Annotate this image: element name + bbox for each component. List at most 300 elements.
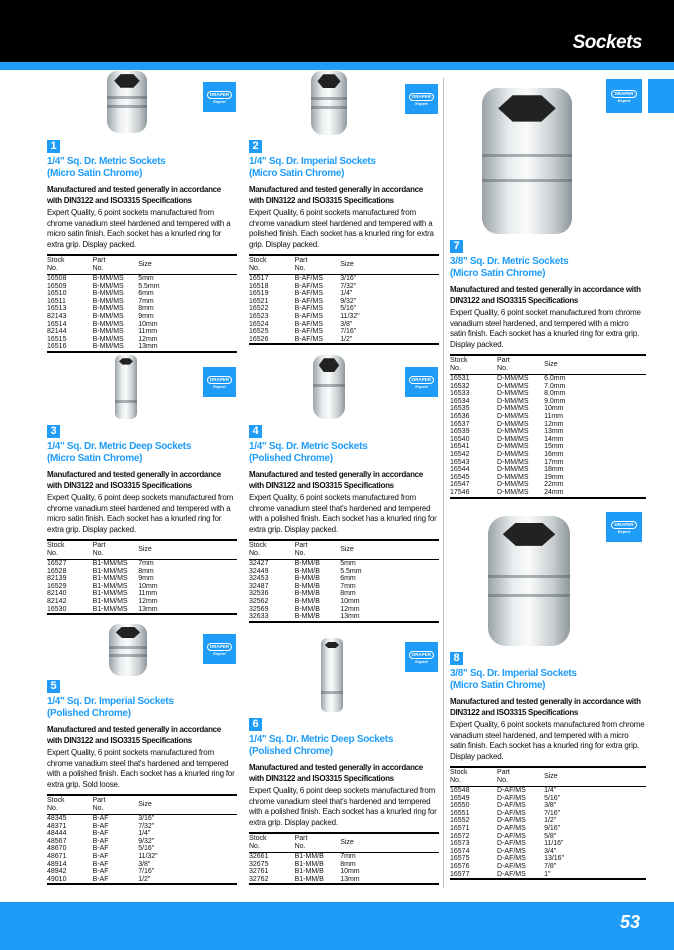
stock-no: 16527: [47, 560, 67, 567]
size: 10mm: [138, 582, 158, 590]
size: 3/16": [340, 275, 357, 282]
part-no: B-MM/MS: [92, 282, 124, 290]
col-part-no: Part No.: [295, 255, 341, 275]
table-row: [249, 868, 439, 876]
stock-no: 16534: [450, 397, 470, 405]
table-row: [450, 375, 646, 383]
part-no: B-MM/B: [294, 582, 320, 590]
table-row: [47, 336, 237, 344]
part-no: D-AF/MS: [497, 840, 526, 848]
stock-no: 16521: [249, 297, 269, 305]
socket-image: [107, 71, 147, 133]
table-row: [249, 598, 439, 606]
size: 7mm: [340, 582, 356, 590]
stock-no: 82139: [47, 575, 67, 583]
part-no: B1-MM/MS: [92, 582, 128, 590]
size: 5/16": [340, 305, 357, 313]
size: 14mm: [544, 435, 564, 443]
col-part-no: Part No.: [93, 795, 139, 815]
stock-no: 16548: [450, 787, 470, 794]
col-size: Size: [340, 540, 439, 560]
socket-image: [109, 624, 147, 676]
size: 5.5mm: [340, 567, 362, 575]
size: 17mm: [544, 458, 564, 466]
part-no: B-MM/B: [294, 613, 320, 621]
part-no: B-MM/MS: [92, 328, 124, 336]
size: 1/4": [340, 290, 353, 298]
product-5: [47, 610, 237, 885]
table-row: [249, 321, 439, 329]
stock-no: 48371: [47, 822, 67, 830]
stock-no: 48670: [47, 845, 67, 853]
part-no: B-AF: [92, 868, 109, 876]
table-row: [450, 474, 646, 482]
part-no: B1-MM/MS: [92, 560, 128, 567]
table-row: [450, 383, 646, 391]
stock-no: 16544: [450, 466, 470, 474]
product-number-badge: 2: [249, 140, 262, 153]
table-row: [450, 481, 646, 489]
stock-no: 16551: [450, 809, 470, 817]
product-number-badge: 3: [47, 425, 60, 438]
size: 12mm: [138, 335, 158, 343]
table-header-row: [47, 795, 237, 815]
table-row: [450, 833, 646, 841]
size: 9/16": [544, 824, 561, 832]
size: 1/2": [138, 875, 151, 883]
stock-no: 48914: [47, 860, 67, 868]
product-description: Expert Quality, 6 point deep sockets manufactured from chrome vanadium steel that's hardened and tempered with a polished finish. Each socket has a knurled ring for extra grip. Display packed.: [249, 786, 437, 827]
table-row: [249, 613, 439, 622]
table-row: [450, 398, 646, 406]
stock-no: 16576: [450, 862, 470, 870]
part-no: D-AF/MS: [497, 870, 526, 878]
draper-expert-logo: DRAPER Expert: [405, 367, 438, 397]
stock-no: 32661: [249, 853, 269, 860]
stock-no: 48444: [47, 830, 67, 838]
table-row: [450, 817, 646, 825]
part-no: B-AF: [92, 830, 109, 838]
col-size: Size: [138, 795, 237, 815]
size: 1": [544, 870, 551, 878]
table-row: [249, 853, 439, 861]
part-no: B-AF/MS: [294, 297, 323, 305]
size: 7mm: [138, 560, 154, 567]
product-6: [249, 640, 439, 885]
product-spec: Manufactured and tested generally in accordance with DIN3122 and ISO3315 Specifications: [249, 185, 423, 205]
part-no: B-MM/B: [294, 560, 320, 567]
table-row: [249, 568, 439, 576]
size: 7/16": [340, 328, 357, 336]
table-row: [47, 568, 237, 576]
col-size: Size: [544, 355, 646, 375]
stock-no: 16515: [47, 335, 67, 343]
size: 8.0mm: [544, 390, 566, 398]
product-title: 1/4" Sq. Dr. Imperial Sockets (Polished Chrome): [47, 696, 174, 719]
stock-no: 17546: [450, 488, 470, 496]
table-row: [249, 305, 439, 313]
stock-no: 16511: [47, 297, 66, 305]
stock-no: 32453: [249, 575, 269, 583]
size: 7/32": [340, 282, 357, 290]
socket-image: [488, 516, 570, 646]
stock-no: 16525: [249, 328, 269, 336]
table-row: [249, 861, 439, 869]
draper-expert-logo: DRAPER Expert: [203, 367, 236, 397]
size: 13mm: [138, 343, 158, 351]
draper-expert-logo: DRAPER Expert: [405, 642, 438, 672]
column-divider: [443, 78, 444, 888]
table-row: [450, 451, 646, 459]
product-8: [450, 512, 646, 880]
part-no: B-MM/B: [294, 590, 320, 598]
table-header-row: [47, 540, 237, 560]
product-spec: Manufactured and tested generally in accordance with DIN3122 and ISO3315 Specifications: [450, 697, 641, 717]
size: 10mm: [340, 597, 360, 605]
stock-no: 16543: [450, 458, 470, 466]
table-row: [450, 405, 646, 413]
stock-no: 16532: [450, 382, 470, 390]
table-row: [450, 428, 646, 436]
table-row: [249, 583, 439, 591]
stock-no: 16519: [249, 290, 269, 298]
header-bar: [0, 0, 674, 62]
part-no: D-MM/MS: [497, 397, 529, 405]
stock-no: 32569: [249, 605, 269, 613]
part-no: B-MM/MS: [92, 305, 124, 313]
part-no: B-MM/MS: [92, 275, 124, 282]
part-no: B-MM/MS: [92, 312, 124, 320]
col-stock-no: Stock No.: [249, 255, 295, 275]
table-row: [450, 795, 646, 803]
col-stock-no: Stock No.: [47, 255, 93, 275]
page-title: Sockets: [572, 32, 642, 53]
product-title: 1/4" Sq. Dr. Metric Deep Sockets (Micro Satin Chrome): [47, 441, 192, 464]
stock-no: 48671: [47, 852, 67, 860]
stock-no: 16574: [450, 847, 470, 855]
stock-no: 16513: [47, 305, 67, 313]
stock-table: [47, 794, 237, 885]
product-description: Expert Quality, 6 point sockets manufactured from chrome vanadium steel that's hardened and tempered with a polished finish. Each socket has a knurled ring for extra grip. Sold loose.: [47, 748, 235, 789]
size: 3/4": [544, 847, 557, 855]
socket-image: [482, 88, 572, 234]
size: 18mm: [544, 466, 564, 474]
draper-expert-logo: DRAPER Expert: [203, 82, 236, 112]
product-image: [249, 70, 439, 136]
part-no: B-AF: [92, 845, 109, 853]
size: 9/32": [138, 837, 155, 845]
part-no: D-AF/MS: [497, 802, 526, 810]
product-image: [249, 640, 439, 714]
table-row: [47, 290, 237, 298]
table-row: [450, 863, 646, 871]
stock-no: 16510: [47, 290, 67, 298]
part-no: B-MM/B: [294, 567, 320, 575]
table-row: [47, 868, 237, 876]
size: 10mm: [340, 868, 360, 876]
product-image: [47, 70, 237, 136]
size: 5.5mm: [138, 282, 160, 290]
product-title: 1/4" Sq. Dr. Metric Deep Sockets (Polished Chrome): [249, 734, 394, 757]
table-row: [47, 598, 237, 606]
size: 13mm: [340, 875, 360, 883]
part-no: B1-MM/B: [294, 860, 324, 868]
table-row: [249, 290, 439, 298]
size: 5/16": [544, 794, 561, 802]
col-stock-no: Stock No.: [249, 833, 295, 853]
size: 7/16": [544, 809, 561, 817]
section-tab: [648, 79, 674, 113]
table-row: [249, 328, 439, 336]
col-stock-no: Stock No.: [450, 767, 497, 787]
stock-no: 16547: [450, 481, 470, 489]
table-row: [450, 489, 646, 498]
size: 7.0mm: [544, 382, 566, 390]
table-row: [249, 336, 439, 345]
stock-no: 32487: [249, 582, 269, 590]
table-row: [450, 787, 646, 795]
product-description: Expert Quality, 6 point sockets manufactured from chrome vanadium steel hardened and tempered with a polished finish. Each socket has a knurled ring for extra grip. Display packed.: [249, 208, 434, 249]
table-row: [47, 321, 237, 329]
size: 11/32": [138, 852, 158, 860]
size: 7mm: [138, 297, 154, 305]
size: 10mm: [138, 320, 158, 328]
size: 16mm: [544, 450, 564, 458]
part-no: B-MM/MS: [92, 343, 124, 351]
part-no: D-AF/MS: [497, 794, 526, 802]
product-spec: Manufactured and tested generally in accordance with DIN3122 and ISO3315 Specifications: [249, 763, 423, 783]
footer-bar: [0, 902, 674, 950]
stock-no: 16571: [450, 824, 470, 832]
stock-no: 48345: [47, 815, 67, 822]
size: 1/4": [138, 830, 151, 838]
stock-table: [249, 832, 439, 885]
part-no: B1-MM/MS: [92, 590, 128, 598]
col-part-no: Part No.: [497, 355, 544, 375]
part-no: B-AF: [92, 822, 109, 830]
size: 9mm: [138, 575, 154, 583]
table-row: [450, 443, 646, 451]
table-header-row: [249, 833, 439, 853]
col-size: Size: [138, 255, 237, 275]
stock-no: 82144: [47, 328, 67, 336]
col-part-no: Part No.: [497, 767, 544, 787]
stock-table: [450, 354, 646, 499]
product-image: [450, 512, 646, 648]
size: 8mm: [340, 860, 356, 868]
size: 11/16": [544, 840, 564, 848]
product-4: [249, 355, 439, 623]
part-no: B1-MM/B: [294, 868, 324, 876]
size: 3/16": [138, 815, 155, 822]
table-row: [249, 575, 439, 583]
size: 7/16": [138, 868, 155, 876]
col-size: Size: [544, 767, 646, 787]
product-title: 3/8" Sq. Dr. Metric Sockets (Micro Satin Chrome): [450, 256, 569, 279]
part-no: B-MM/B: [294, 605, 320, 613]
col-stock-no: Stock No.: [47, 795, 93, 815]
part-no: D-MM/MS: [497, 375, 529, 382]
stock-no: 16529: [47, 582, 67, 590]
size: 3/8": [138, 860, 151, 868]
table-row: [450, 871, 646, 880]
table-row: [249, 275, 439, 283]
stock-no: 16531: [450, 375, 470, 382]
size: 19mm: [544, 473, 564, 481]
table-row: [47, 575, 237, 583]
stock-no: 16528: [47, 567, 67, 575]
size: 12mm: [340, 605, 360, 613]
table-row: [47, 305, 237, 313]
table-row: [47, 283, 237, 291]
stock-no: 49010: [47, 875, 67, 883]
table-row: [450, 802, 646, 810]
stock-table: [450, 766, 646, 880]
part-no: B1-MM/MS: [92, 567, 128, 575]
part-no: D-MM/MS: [497, 405, 529, 413]
part-no: B-AF/MS: [294, 305, 323, 313]
table-row: [47, 823, 237, 831]
part-no: D-AF/MS: [497, 832, 526, 840]
col-part-no: Part No.: [93, 255, 139, 275]
col-part-no: Part No.: [93, 540, 139, 560]
table-row: [47, 560, 237, 568]
size: 11/32": [340, 312, 360, 320]
size: 10mm: [544, 405, 564, 413]
stock-no: 16514: [47, 320, 67, 328]
table-row: [249, 283, 439, 291]
socket-image: [311, 71, 347, 135]
product-image: [47, 355, 237, 421]
col-size: Size: [340, 833, 439, 853]
stock-table: [249, 254, 439, 345]
part-no: B-AF/MS: [294, 335, 323, 343]
table-row: [47, 853, 237, 861]
size: 6mm: [340, 575, 356, 583]
stock-no: 48567: [47, 837, 67, 845]
part-no: D-AF/MS: [497, 809, 526, 817]
size: 7/8": [544, 862, 557, 870]
size: 11mm: [544, 412, 563, 420]
stock-no: 16537: [450, 420, 470, 428]
stock-no: 32449: [249, 567, 269, 575]
col-part-no: Part No.: [295, 540, 341, 560]
stock-table: [47, 254, 237, 353]
table-row: [47, 845, 237, 853]
stock-no: 16517: [249, 275, 269, 282]
table-header-row: [47, 255, 237, 275]
col-stock-no: Stock No.: [47, 540, 93, 560]
part-no: D-MM/MS: [497, 481, 529, 489]
table-row: [47, 275, 237, 283]
table-row: [450, 466, 646, 474]
socket-image: [115, 355, 137, 419]
product-description: Expert Quality, 6 point socket manufactured from chrome vanadium steel hardened, and tempered with a micro satin finish. Each socket has a knurled ring for extra grip. Display packed.: [450, 308, 641, 349]
table-header-row: [450, 767, 646, 787]
size: 22mm: [544, 481, 564, 489]
size: 13mm: [340, 613, 360, 621]
size: 1/2": [340, 335, 353, 343]
size: 15mm: [544, 443, 564, 451]
product-spec: Manufactured and tested generally in accordance with DIN3122 and ISO3315 Specifications: [47, 185, 221, 205]
stock-no: 16533: [450, 390, 470, 398]
part-no: D-MM/MS: [497, 390, 529, 398]
table-row: [47, 313, 237, 321]
stock-no: 16509: [47, 282, 67, 290]
table-row: [450, 825, 646, 833]
product-description: Expert Quality, 6 point sockets manufactured from chrome vanadium steel hardened, and tempered with a micro satin finish. Each socket has a knurled ring for extra grip. Display packed.: [450, 720, 645, 761]
part-no: B-AF/MS: [294, 282, 323, 290]
size: 13/16": [544, 855, 565, 863]
header-accent-bar: [0, 62, 674, 70]
stock-no: 16518: [249, 282, 269, 290]
table-row: [249, 590, 439, 598]
table-row: [47, 328, 237, 336]
table-row: [450, 459, 646, 467]
stock-no: 16577: [450, 870, 470, 878]
product-image: [249, 355, 439, 421]
col-stock-no: Stock No.: [450, 355, 497, 375]
col-part-no: Part No.: [295, 833, 341, 853]
stock-no: 16539: [450, 428, 470, 436]
part-no: B-AF/MS: [294, 320, 323, 328]
product-title: 1/4" Sq. Dr. Metric Sockets (Micro Satin Chrome): [47, 156, 166, 179]
table-row: [47, 590, 237, 598]
product-1: [47, 70, 237, 353]
size: 13mm: [138, 605, 158, 613]
part-no: D-MM/MS: [497, 488, 529, 496]
size: 5/16": [138, 845, 155, 853]
stock-no: 16575: [450, 855, 470, 863]
table-row: [450, 421, 646, 429]
col-size: Size: [138, 540, 237, 560]
part-no: D-MM/MS: [497, 420, 529, 428]
part-no: D-MM/MS: [497, 450, 529, 458]
part-no: B-AF: [92, 837, 109, 845]
table-row: [47, 343, 237, 352]
stock-no: 16524: [249, 320, 269, 328]
product-title: 1/4" Sq. Dr. Imperial Sockets (Micro Satin Chrome): [249, 156, 376, 179]
part-no: D-MM/MS: [497, 443, 529, 451]
stock-no: 82142: [47, 597, 67, 605]
stock-no: 82140: [47, 590, 67, 598]
size: 13mm: [544, 428, 564, 436]
product-description: Expert Quality, 6 point sockets manufactured from chrome vanadium steel hardened and tempered with a micro satin finish. Each socket has a knurled ring for extra grip. Display packed.: [47, 208, 231, 249]
stock-no: 16550: [450, 802, 470, 810]
size: 7mm: [340, 853, 356, 860]
size: 3/8": [340, 320, 353, 328]
part-no: B-AF: [92, 815, 109, 822]
product-number-badge: 8: [450, 652, 463, 665]
table-header-row: [249, 540, 439, 560]
table-row: [47, 815, 237, 823]
part-no: D-MM/MS: [497, 435, 529, 443]
stock-no: 16552: [450, 817, 470, 825]
draper-expert-logo: DRAPER Expert: [203, 634, 236, 664]
stock-no: 16540: [450, 435, 470, 443]
table-row: [450, 855, 646, 863]
stock-table: [249, 539, 439, 623]
stock-no: 48942: [47, 868, 67, 876]
size: 12mm: [138, 597, 158, 605]
stock-no: 16535: [450, 405, 470, 413]
table-row: [249, 876, 439, 885]
product-number-badge: 5: [47, 680, 60, 693]
product-spec: Manufactured and tested generally in accordance with DIN3122 and ISO3315 Specifications: [249, 470, 423, 490]
product-2: [249, 70, 439, 345]
socket-image: [313, 355, 345, 419]
table-header-row: [450, 355, 646, 375]
